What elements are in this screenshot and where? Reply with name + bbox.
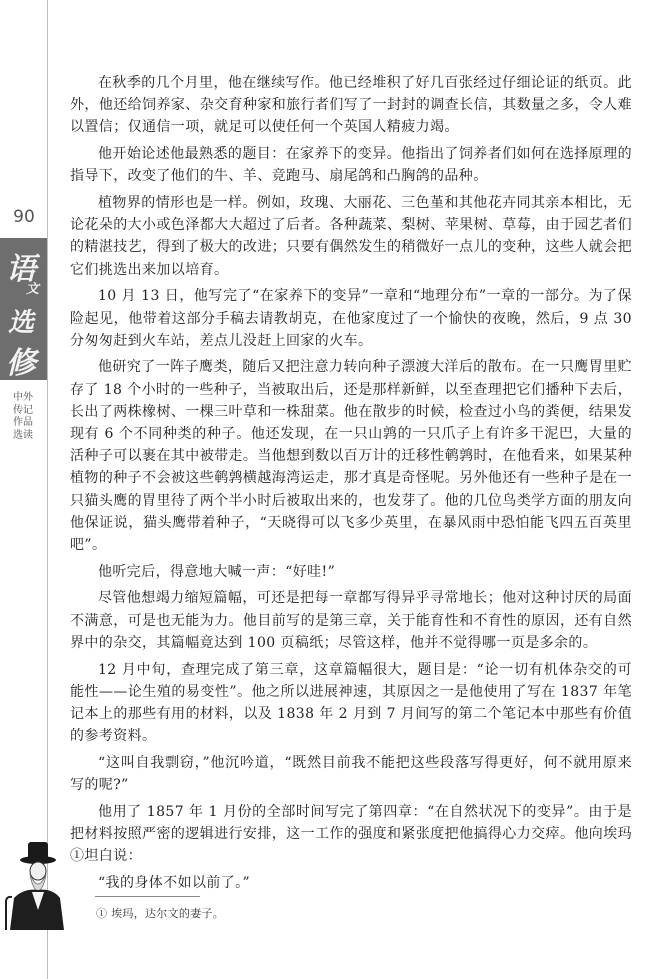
paragraph: 他听完后，得意地大喊一声：“好哇!” — [98, 563, 336, 580]
paragraph: 12 月中旬，查理完成了第三章，这章篇幅很大，题目是：“论一切有机体杂交的可能性——论生殖的易变性”。他之所以进展神速，其原因之一是他使用了写在 1837 年笔记本上的那些有用的材料，以及 1838 年 2 月到 7 月间写的第二个笔记本中那些有价值的参考资料。 — [70, 661, 632, 745]
series-badge — [0, 238, 47, 380]
footnote: ① 埃玛，达尔文的妻子。 — [96, 907, 225, 920]
series-char-4: 修 — [6, 346, 36, 381]
footnote-rule — [95, 896, 200, 897]
series-char-1: 语 — [6, 252, 36, 287]
paragraph: 10 月 13 日，他写完了“在家养下的变异”一章和“地理分布”一章的一部分。为了保险起见，他带着这部分手稿去请教胡克，在他家度过了一个愉快的夜晚，然后，9 点 30 分匆匆赶到火车站，差点儿没赶上回家的火车。 — [70, 288, 632, 349]
paragraph: 植物界的情形也是一样。例如，玫瑰、大丽花、三色堇和其他花卉同其亲本相比，无论花朵的大小或色泽都大大超过了后者。各种蔬菜、梨树、苹果树、草莓，由于园艺者们的精湛技艺，得到了极大的改进；只要有偶然发生的稍微好一点儿的变种，这些人就会把它们挑选出来加以培育。 — [70, 195, 632, 278]
paragraph: 尽管他想竭力缩短篇幅，可还是把每一章都写得异乎寻常地长；他对这种讨厌的局面不满意，可是也无能为力。他目前写的是第三章，关于能育性和不育性的原因，还有自然界中的杂交，其篇幅竟达到 100 页稿纸；尽管这样，他并不觉得哪一页是多余的。 — [70, 590, 632, 651]
paragraph: 他开始论述他最熟悉的题目：在家养下的变异。他指出了饲养者们如何在选择原理的指导下，改变了他们的牛、羊、竞跑马、扇尾鸽和凸胸鸽的品种。 — [70, 146, 632, 185]
book-title: 中外传记作品选读 — [13, 392, 33, 441]
body-text — [70, 72, 632, 899]
series-char-2: 文 — [26, 282, 40, 297]
page-margin — [0, 0, 52, 979]
paragraph: 他用了 1857 年 1 月份的全部时间写完了第四章：“在自然状况下的变异”。由于是把材料按照严密的逻辑进行安排，这一工作的强度和紧张度把他搞得心力交瘁。他向埃玛①坦白说： — [70, 803, 632, 865]
paragraph: 他研究了一阵子鹰类，随后又把注意力转向种子漂渡大洋后的散布。在一只鹰胃里贮存了 18 个小时的一些种子，当被取出后，还是那样新鲜，以至查理把它们播种下去后，长出了两株橡树、一棵三叶草和一株甜菜。他在散步的时候，检查过小鸟的粪便，结果发现有 6 个不同种类的种子。他还发现，在一只山鹑的一只爪子上有许多干泥巴，大量的活种子可以裹在其中被带走。当他想到数以百万计的迁移性鹌鹑时，在他看来，如果某种植物的种子不会被这些鹌鹑横越海湾运走，那才真是奇怪呢。另外他还有一些种子是在一只猫头鹰的胃里待了两个半小时后被取出来的，也发芽了。他的几位鸟类学方面的朋友向他保证说，猫头鹰带着种子，“天晓得可以飞多少英里，在暴风雨中恐怕能飞四五百英里吧”。 — [70, 359, 632, 554]
series-char-3: 选 — [8, 308, 35, 338]
paragraph: 在秋季的几个月里，他在继续写作。他已经堆积了好几百张经过仔细论证的纸页。此外，他还给饲养家、杂交育种家和旅行者们写了一封封的调查长信，其数量之多，令人难以置信；仅通信一项，就足可以使任何一个英国人精疲力竭。 — [70, 75, 632, 136]
page-number: 90 — [13, 207, 35, 227]
paragraph: “这叫自我剽窃，”他沉吟道，“既然目前我不能把这些段落写得更好，何不就用原来写的呢?” — [70, 754, 632, 794]
portrait-figure-icon — [0, 838, 68, 930]
paragraph: “我的身体不如以前了。” — [98, 874, 251, 891]
margin-rule — [47, 0, 48, 979]
